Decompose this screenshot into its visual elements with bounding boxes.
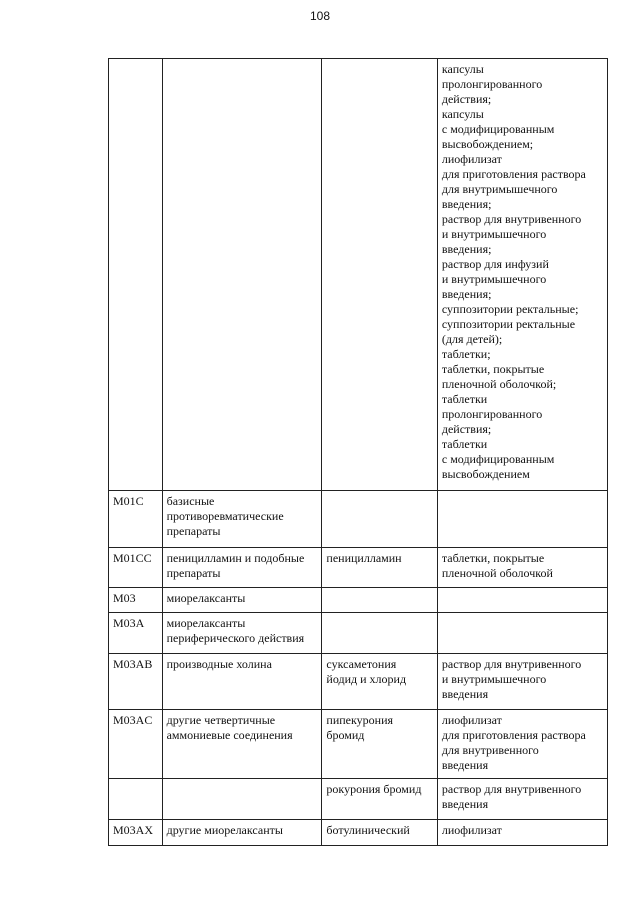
- table-row: [109, 59, 608, 491]
- drug-name-cell: [322, 491, 437, 548]
- table-row: [109, 548, 608, 588]
- drug-name-cell: [322, 613, 437, 654]
- atc-code-cell: M03A: [109, 613, 163, 654]
- atc-code-cell: M01C: [109, 491, 163, 548]
- table-row: [109, 613, 608, 654]
- atc-code-cell: M03AB: [109, 654, 163, 710]
- table-row: [109, 710, 608, 779]
- dosage-form-cell: капсулы пролонгированного действия; капсулы с модифицированным высвобождением; лиофилизат для приготовления раствора для внутримышечного введения; раствор для внутривенного и внутримышечного введения; раствор для инфузий и внутримышечного введения; суппозитории ректальные; суппозитории ректальные (для детей); таблетки; таблетки, покрытые пленочной оболочкой; таблетки пролонгированного действия; таблетки с модифицированным высвобождением: [437, 59, 607, 491]
- group-cell: пеницилламин и подобные препараты: [162, 548, 322, 588]
- drug-name-cell: [322, 588, 437, 613]
- atc-code-cell: M01CC: [109, 548, 163, 588]
- atc-code-cell: [109, 779, 163, 820]
- group-cell: другие четвертичные аммониевые соединения: [162, 710, 322, 779]
- atc-code-cell: [109, 59, 163, 491]
- drug-table: [108, 58, 608, 846]
- table-row: [109, 588, 608, 613]
- atc-code-cell: M03AX: [109, 820, 163, 846]
- drug-name-cell: рокурония бромид: [322, 779, 437, 820]
- dosage-form-cell: раствор для внутривенного введения: [437, 779, 607, 820]
- atc-code-cell: M03: [109, 588, 163, 613]
- table-row: [109, 654, 608, 710]
- dosage-form-cell: лиофилизат для приготовления раствора для внутривенного введения: [437, 710, 607, 779]
- group-cell: [162, 59, 322, 491]
- dosage-form-cell: [437, 613, 607, 654]
- group-cell: миорелаксанты: [162, 588, 322, 613]
- drug-name-cell: суксаметония йодид и хлорид: [322, 654, 437, 710]
- table-row: [109, 491, 608, 548]
- drug-name-cell: ботулинический: [322, 820, 437, 846]
- drug-name-cell: пипекурония бромид: [322, 710, 437, 779]
- dosage-form-cell: [437, 588, 607, 613]
- page-number: 108: [309, 9, 331, 23]
- group-cell: [162, 779, 322, 820]
- group-cell: миорелаксанты периферического действия: [162, 613, 322, 654]
- dosage-form-cell: лиофилизат: [437, 820, 607, 846]
- dosage-form-cell: [437, 491, 607, 548]
- table-row: [109, 820, 608, 846]
- dosage-form-cell: раствор для внутривенного и внутримышечного введения: [437, 654, 607, 710]
- group-cell: производные холина: [162, 654, 322, 710]
- drug-name-cell: пеницилламин: [322, 548, 437, 588]
- group-cell: другие миорелаксанты: [162, 820, 322, 846]
- table-row: [109, 779, 608, 820]
- atc-code-cell: M03AC: [109, 710, 163, 779]
- drug-name-cell: [322, 59, 437, 491]
- group-cell: базисные противоревматические препараты: [162, 491, 322, 548]
- dosage-form-cell: таблетки, покрытые пленочной оболочкой: [437, 548, 607, 588]
